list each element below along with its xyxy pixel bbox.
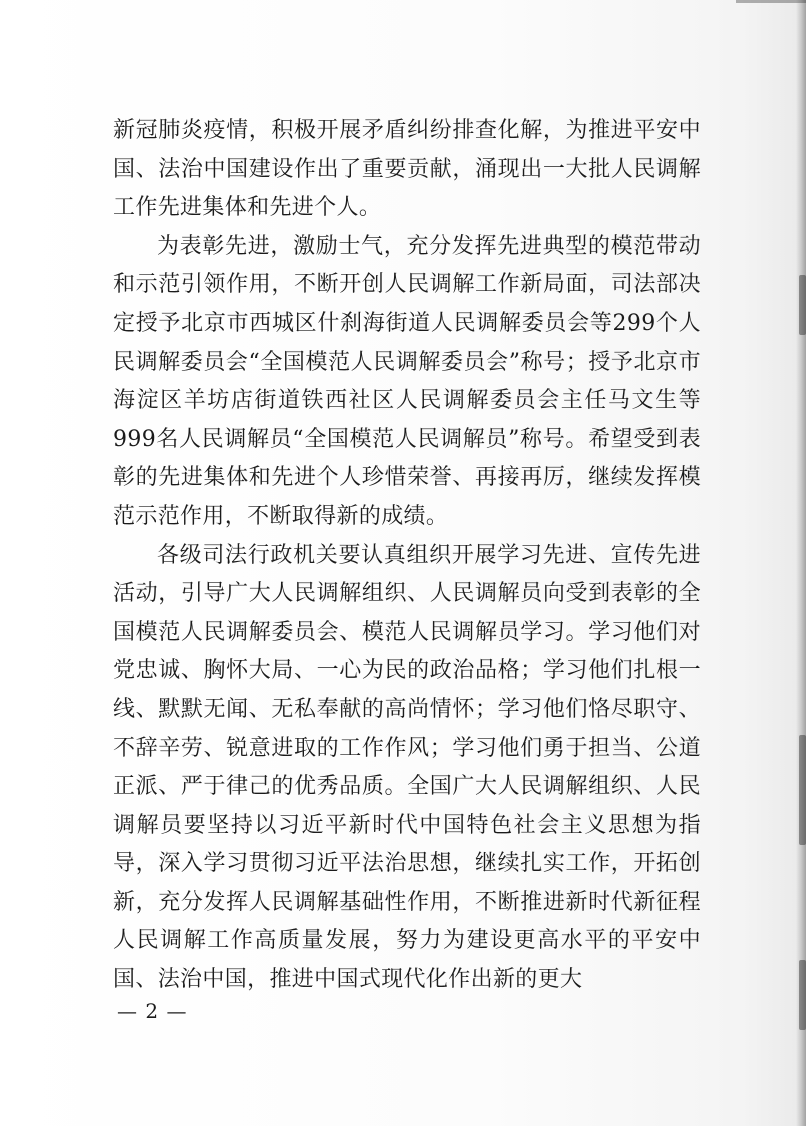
document-body — [113, 112, 701, 1000]
scan-edge-shadow — [796, 0, 806, 1126]
paragraph-commendation: 为表彰先进，激励士气，充分发挥先进典型的模范带动和示范引领作用，不断开创人民调解工作新局面，司法部决定授予北京市西城区什刹海街道人民调解委员会等299个人民调解委员会“全国模范人民调解委员会”称号；授予北京市海淀区羊坊店街道铁西社区人民调解委员会主任马文生等999名人民调解员“全国模范人民调解员”称号。希望受到表彰的先进集体和先进个人珍惜荣誉、再接再厉，继续发挥模范示范作用，不断取得新的成绩。 — [113, 233, 701, 529]
scan-artifact-mark — [799, 735, 806, 845]
page-number: — 2 — — [117, 999, 188, 1023]
paragraph-continuation: 新冠肺炎疫情，积极开展矛盾纠纷排查化解，为推进平安中国、法治中国建设作出了重要贡献，涌现出一大批人民调解工作先进集体和先进个人。 — [113, 118, 701, 221]
scan-artifact-mark — [799, 960, 806, 1030]
scan-artifact-mark — [799, 275, 806, 335]
paragraph-learning-campaign: 各级司法行政机关要认真组织开展学习先进、宣传先进活动，引导广大人民调解组织、人民调解员向受到表彰的全国模范人民调解委员会、模范人民调解员学习。学习他们对党忠诚、胸怀大局、一心为民的政治品格；学习他们扎根一线、默默无闻、无私奉献的高尚情怀；学习他们恪尽职守、不辞辛劳、锐意进取的工作作风；学习他们勇于担当、公道正派、严于律己的优秀品质。全国广大人民调解组织、人民调解员要坚持以习近平新时代中国特色社会主义思想为指导，深入学习贯彻习近平法治思想，继续扎实工作，开拓创新，充分发挥人民调解基础性作用，不断推进新时代新征程人民调解工作高质量发展，努力为建设更高水平的平安中国、法治中国，推进中国式现代化作出新的更大 — [113, 542, 701, 993]
